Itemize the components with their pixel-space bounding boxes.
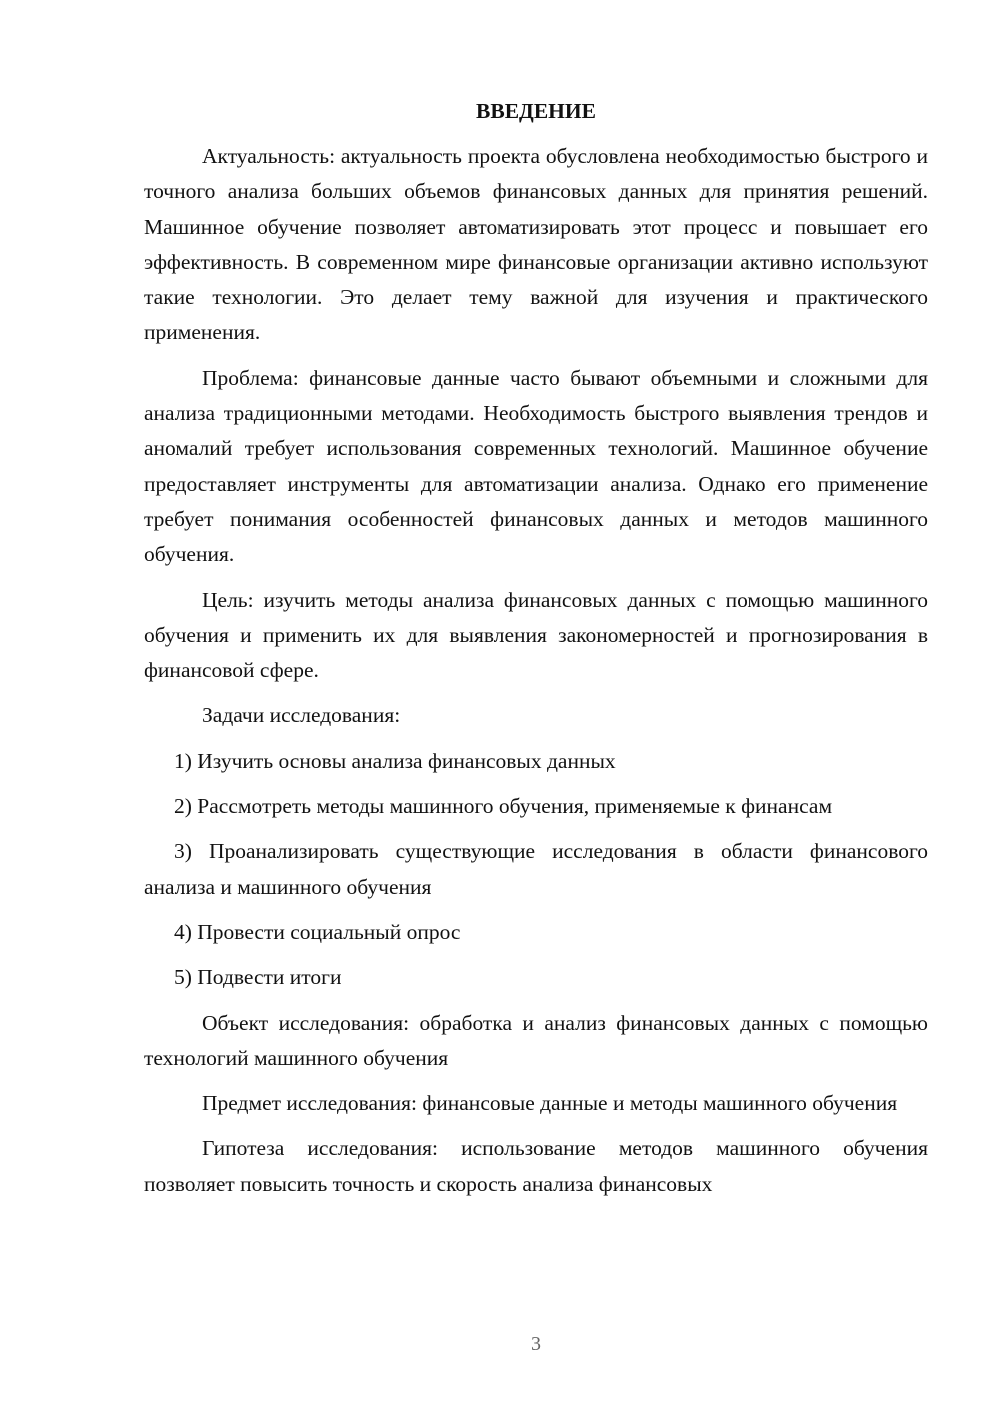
- task-item-3: 3) Проанализировать существующие исследования в области финансового анализа и машинного обучения: [144, 839, 928, 899]
- goal-paragraph: Цель: изучить методы анализа финансовых данных с помощью машинного обучения и применить их для выявления закономерностей и прогнозирования в финансовой сфере.: [144, 587, 928, 683]
- page-number: 3: [531, 1333, 541, 1355]
- task-item-1: 1) Изучить основы анализа финансовых данных: [174, 748, 616, 773]
- hypothesis-paragraph: Гипотеза исследования: использование методов машинного обучения позволяет повысить точность и скорость анализа финансовых: [144, 1136, 928, 1196]
- relevance-paragraph: Актуальность: актуальность проекта обусловлена необходимостью быстрого и точного анализа больших объемов финансовых данных для принятия решений. Машинное обучение позволяет автоматизировать этот процесс и повышает его эффективность. В современном мире финансовые организации активно используют такие технологии. Это делает тему важной для изучения и практического применения.: [144, 144, 928, 345]
- document-page: [144, 94, 928, 1212]
- task-item-2: 2) Рассмотреть методы машинного обучения, применяемые к финансам: [174, 794, 833, 819]
- task-item-5: 5) Подвести итоги: [174, 965, 342, 990]
- task-item-4: 4) Провести социальный опрос: [174, 919, 461, 944]
- subject-paragraph: Предмет исследования: финансовые данные и методы машинного обучения: [202, 1091, 898, 1116]
- tasks-heading: Задачи исследования:: [202, 703, 401, 728]
- object-paragraph: Объект исследования: обработка и анализ финансовых данных с помощью технологий машинного обучения: [144, 1010, 928, 1070]
- problem-paragraph: Проблема: финансовые данные часто бывают объемными и сложными для анализа традиционными методами. Необходимость быстрого выявления трендов и аномалий требует использования современных технологий. Машинное обучение предоставляет инструменты для автоматизации анализа. Однако его применение требует понимания особенностей финансовых данных и методов машинного обучения.: [144, 365, 928, 567]
- section-title: ВВЕДЕНИЕ: [476, 99, 596, 123]
